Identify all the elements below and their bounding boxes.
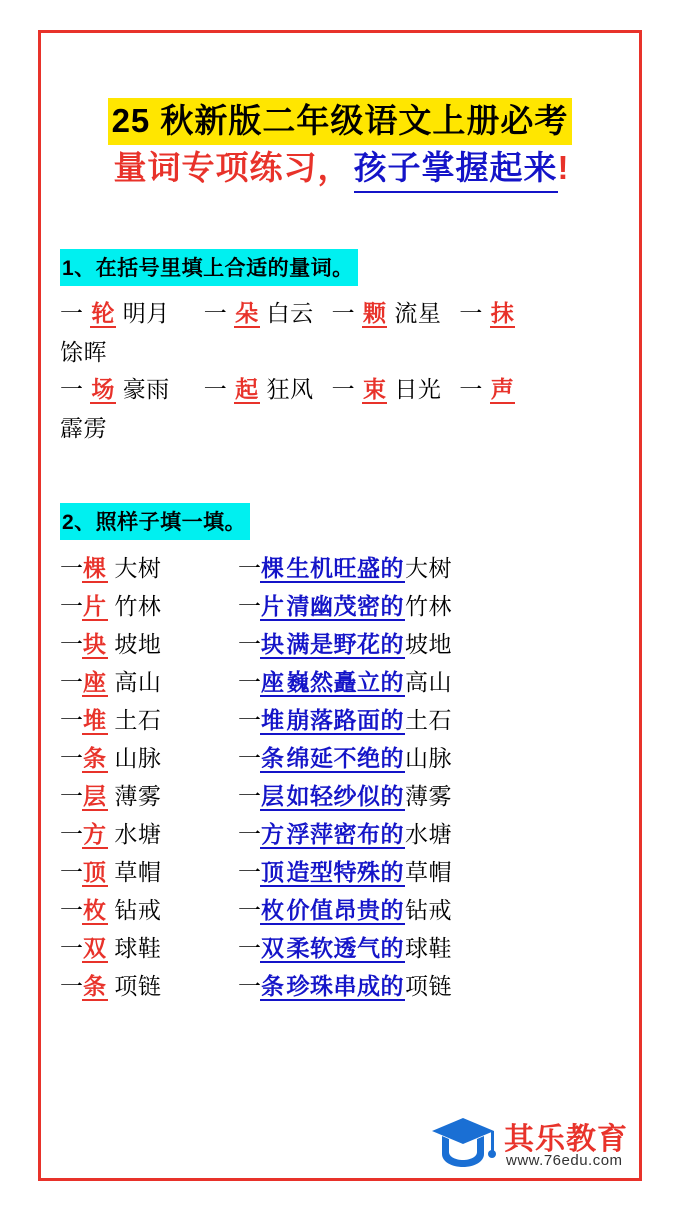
example-cell (60, 890, 238, 928)
measure-word: 颗 (362, 300, 387, 327)
yi-char: 一 (238, 554, 262, 581)
title-line-2 (60, 145, 620, 194)
yi-char: 一 (60, 782, 84, 809)
noun: 草帽 (114, 858, 162, 885)
measure-word: 场 (91, 376, 115, 403)
yi-char: 一 (238, 592, 262, 619)
table-row (60, 586, 452, 624)
yi-char: 一 (238, 630, 262, 657)
measure-word: 枚 (261, 896, 285, 923)
answer-cell (238, 662, 452, 700)
yi-char: 一 (238, 668, 262, 695)
measure-word: 座 (83, 668, 107, 695)
table-row (60, 548, 452, 586)
page-content (60, 50, 620, 1004)
example-cell (60, 586, 238, 624)
logo-url: www.76edu.com (506, 1152, 623, 1169)
modifier: 造型特殊的 (286, 858, 404, 885)
measure-word: 层 (83, 782, 107, 809)
measure-word: 束 (362, 376, 387, 403)
yi-char: 一 (60, 668, 84, 695)
noun: 高山 (405, 668, 452, 695)
measure-word: 顶 (261, 858, 285, 885)
section-2-heading-text: 2、照样子填一填。 (60, 503, 250, 540)
example-cell (60, 966, 238, 1004)
measure-word: 片 (83, 592, 107, 619)
noun: 草帽 (405, 858, 452, 885)
answer-cell (238, 814, 452, 852)
measure-word: 朵 (235, 300, 259, 327)
example-cell (60, 662, 238, 700)
measure-word: 棵 (261, 554, 285, 581)
measure-word: 起 (235, 376, 259, 403)
yi-char: 一 (238, 972, 262, 999)
section-1-heading (60, 249, 620, 286)
noun: 薄雾 (405, 782, 452, 809)
noun: 流星 (394, 300, 442, 327)
modifier: 绵延不绝的 (286, 744, 404, 771)
answer-cell (238, 738, 452, 776)
yi-char: 一 (60, 858, 84, 885)
table-row (60, 852, 452, 890)
noun: 明月 (122, 300, 170, 327)
yi-char: 一 (60, 896, 84, 923)
yi-char: 一 (238, 896, 262, 923)
table-row (60, 662, 452, 700)
noun: 坡地 (114, 630, 162, 657)
title-blue-part: 孩子掌握起来 (354, 146, 558, 194)
yi-char: 一 (60, 972, 84, 999)
example-cell (60, 852, 238, 890)
title-exclamation: ! (557, 148, 569, 186)
example-cell (60, 814, 238, 852)
table-row (60, 890, 452, 928)
yi-char: 一 (331, 376, 356, 403)
answer-cell (238, 700, 452, 738)
answer-cell (238, 548, 452, 586)
noun: 钻戒 (405, 896, 452, 923)
measure-word: 轮 (91, 300, 115, 327)
yi-char: 一 (459, 376, 483, 403)
measure-word: 条 (261, 972, 285, 999)
table-row (60, 776, 452, 814)
example-cell (60, 738, 238, 776)
section-1-heading-text: 1、在括号里填上合适的量词。 (60, 249, 358, 286)
modifier: 满是野花的 (286, 630, 404, 657)
yi-char: 一 (60, 934, 84, 961)
table-row (60, 928, 452, 966)
title-line-1 (60, 98, 620, 145)
yi-char: 一 (203, 376, 228, 403)
section-2-heading (60, 503, 620, 540)
noun: 大树 (405, 554, 452, 581)
measure-word: 条 (261, 744, 285, 771)
measure-word: 方 (261, 820, 285, 847)
noun: 大树 (114, 554, 162, 581)
title-highlight: 25 秋新版二年级语文上册必考 (108, 98, 573, 145)
measure-word: 方 (83, 820, 107, 847)
yi-char: 一 (60, 706, 84, 733)
modifier: 生机旺盛的 (286, 554, 404, 581)
example-cell (60, 700, 238, 738)
yi-char: 一 (60, 630, 84, 657)
yi-char: 一 (238, 782, 262, 809)
section-2-table (60, 548, 452, 1004)
measure-word: 堆 (83, 706, 107, 733)
answer-cell (238, 928, 452, 966)
section-1-row-2-wrap: 霹雳 (60, 414, 107, 441)
answer-cell (238, 852, 452, 890)
measure-word: 块 (261, 630, 285, 657)
example-cell (60, 776, 238, 814)
modifier: 价值昂贵的 (286, 896, 404, 923)
table-row (60, 700, 452, 738)
noun: 钻戒 (114, 896, 162, 923)
noun: 水塘 (114, 820, 162, 847)
yi-char: 一 (331, 300, 356, 327)
noun: 球鞋 (405, 934, 452, 961)
measure-word: 抹 (490, 300, 515, 327)
section-1-row-1-wrap: 馀晖 (60, 338, 107, 365)
answer-cell (238, 624, 452, 662)
yi-char: 一 (238, 934, 262, 961)
modifier: 柔软透气的 (286, 934, 404, 961)
measure-word: 堆 (261, 706, 285, 733)
noun: 薄雾 (114, 782, 162, 809)
measure-word: 棵 (83, 554, 107, 581)
modifier: 珍珠串成的 (286, 972, 404, 999)
modifier: 崩落路面的 (286, 706, 404, 733)
example-cell (60, 624, 238, 662)
yi-char: 一 (238, 858, 262, 885)
table-row (60, 814, 452, 852)
noun: 山脉 (114, 744, 162, 771)
answer-cell (238, 776, 452, 814)
noun: 坡地 (405, 630, 452, 657)
table-row (60, 624, 452, 662)
noun: 项链 (405, 972, 452, 999)
table-row (60, 966, 452, 1004)
answer-cell (238, 586, 452, 624)
yi-char: 一 (459, 300, 483, 327)
noun: 土石 (114, 706, 162, 733)
title-red-part: 量词专项练习， (113, 148, 352, 186)
measure-word: 枚 (83, 896, 107, 923)
noun: 土石 (405, 706, 452, 733)
yi-char: 一 (60, 820, 84, 847)
noun: 球鞋 (114, 934, 162, 961)
noun: 白云 (266, 300, 314, 327)
yi-char: 一 (238, 706, 262, 733)
noun: 山脉 (405, 744, 452, 771)
logo-name: 其乐教育 (504, 1123, 628, 1156)
modifier: 巍然矗立的 (286, 668, 404, 695)
modifier: 清幽茂密的 (286, 592, 404, 619)
noun: 项链 (114, 972, 162, 999)
modifier: 浮萍密布的 (286, 820, 404, 847)
measure-word: 顶 (83, 858, 107, 885)
graduation-cap-icon (430, 1114, 496, 1172)
noun: 竹林 (405, 592, 452, 619)
modifier: 如轻纱似的 (286, 782, 404, 809)
yi-char: 一 (238, 820, 262, 847)
measure-word: 声 (490, 376, 515, 403)
noun: 高山 (114, 668, 162, 695)
example-cell (60, 548, 238, 586)
noun: 竹林 (114, 592, 162, 619)
noun: 狂风 (266, 376, 314, 403)
measure-word: 层 (261, 782, 285, 809)
table-row (60, 738, 452, 776)
measure-word: 双 (83, 934, 107, 961)
noun: 水塘 (405, 820, 452, 847)
yi-char: 一 (203, 300, 228, 327)
measure-word: 条 (83, 972, 107, 999)
section-1-row-1 (60, 294, 620, 334)
answer-cell (238, 966, 452, 1004)
measure-word: 双 (261, 934, 285, 961)
brand-logo (430, 1108, 645, 1188)
section-1-row-2 (60, 370, 620, 410)
yi-char: 一 (60, 592, 84, 619)
yi-char: 一 (60, 744, 84, 771)
answer-cell (238, 890, 452, 928)
measure-word: 座 (261, 668, 285, 695)
noun: 豪雨 (122, 376, 170, 403)
measure-word: 块 (83, 630, 107, 657)
page-title (60, 98, 620, 193)
yi-char: 一 (60, 376, 84, 403)
yi-char: 一 (60, 554, 84, 581)
yi-char: 一 (238, 744, 262, 771)
measure-word: 片 (261, 592, 285, 619)
measure-word: 条 (83, 744, 107, 771)
noun: 日光 (394, 376, 442, 403)
example-cell (60, 928, 238, 966)
yi-char: 一 (60, 300, 84, 327)
